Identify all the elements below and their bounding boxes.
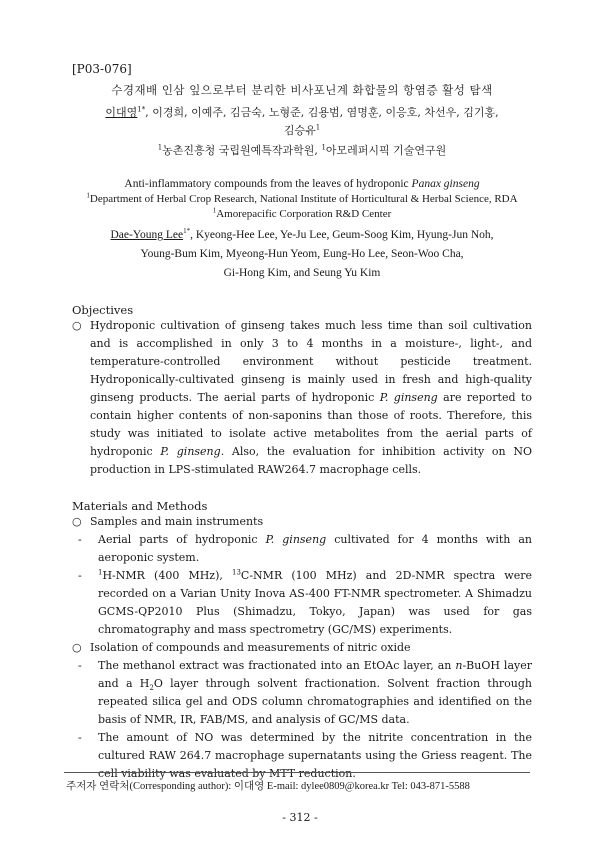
- methods-sub1: ○ Samples and main instruments: [72, 513, 532, 531]
- objectives-text: Hydroponic cultivation of ginseng takes much less time than soil cultivation and is accomplished in only 3 to 4 months in a moisture-, light-, and temperature-controlled environment without pesticide treatment. Hydroponically-cultivated ginseng is mainly used in fresh and high-quality ginseng products. The aerial parts of hydroponic P. ginseng are reported to contain higher contents of non-saponins than those of roots. Therefore, this study was initiated to isolate active metabolites from the aerial parts of hydroponic P. ginseng. Also, the evaluation for inhibition activity on NO production in LPS-stimulated RAW264.7 macrophage cells.: [90, 319, 532, 476]
- korean-affiliations: $^1$농촌진흥청 국립원예특작과학원, $^1$아모레퍼시픽 기술연구원: [157, 143, 447, 157]
- circle-bullet-icon: ○: [72, 515, 82, 528]
- english-lead-author: Dae-Young Lee: [110, 229, 184, 241]
- korean-authors: 이대영$^{1*}$, 이경희, 이예주, 김금숙, 노형준, 김용범, 염명훈, 이응호, 차선우, 김기홍, 김승유$^1$: [105, 105, 499, 137]
- korean-last-author: 김승유: [283, 124, 316, 137]
- methods-sub2: ○ Isolation of compounds and measurements of nitric oxide: [72, 639, 532, 657]
- korean-lead-author: 이대영: [105, 106, 138, 119]
- methods-item-3: - The methanol extract was fractionated into an EtOAc layer, an n-BuOH layer and a $H_2O$ layer through solvent fractionation. Solvent fraction through repeated silica gel and ODS column chromatographies and identified on the basis of NMR, IR, FAB/MS, and analysis of GC/MS data.: [78, 659, 532, 726]
- methods-heading: Materials and Methods: [72, 499, 208, 513]
- methods-item-4: - The amount of NO was determined by the nitrite concentration in the cultured RAW 264.7 macrophage supernatants using the Griess reagent. The cell viability was evaluated by MTT reduction.: [78, 731, 532, 780]
- poster-code: [P03-076]: [72, 62, 132, 76]
- english-affiliation-1: $^1$Department of Herbal Crop Research, National Institute of Horticultural & Herbal Science, RDA: [86, 191, 518, 205]
- methods-item-2: - $^1$H-NMR (400 MHz), $^{13}$C-NMR (100 MHz) and 2D-NMR spectra were recorded on a Varian Unity Inova AS-400 FT-NMR spectrometer. A Shimadzu GCMS-QP2010 Plus (Shimadzu, Tokyo, Japan) was used for gas chromatography and mass spectrometry (GC/MS) experiments.: [78, 568, 532, 636]
- footnote-divider: [64, 772, 530, 773]
- objectives-bullet: [72, 317, 532, 479]
- circle-bullet-icon: ○: [72, 641, 82, 654]
- corresponding-author-footnote: 주저자 연락처(Corresponding author): 이대영 E-mail: dylee0809@korea.kr Tel: 043-871-5588: [66, 781, 470, 792]
- korean-title: 수경재배 인삼 잎으로부터 분리한 비사포닌계 화합물의 항염증 활성 탐색: [111, 83, 493, 97]
- english-authors: Dae-Young Lee$^{1*}$, Kyeong-Hee Lee, Ye-Ju Lee, Geum-Soog Kim, Hyung-Jun Noh, Young-Bum Kim, Myeong-Hun Yeom, Eung-Ho Lee, Seon-Woo Cha, Gi-Hong Kim, and Seung Yu Kim: [110, 227, 494, 279]
- english-affiliation-2: $^1$Amorepacific Corporation R&D Center: [212, 206, 392, 220]
- korean-coauthors: , 이경희, 이예주, 김금숙, 노형준, 김용범, 염명훈, 이응호, 차선우, 김기홍,: [145, 106, 499, 119]
- objectives-heading: Objectives: [72, 303, 134, 317]
- abstract-page: [72, 62, 532, 783]
- english-title: Anti-inflammatory compounds from the leaves of hydroponic Panax ginseng: [124, 178, 480, 190]
- circle-bullet-icon: ○: [72, 319, 82, 332]
- methods-item-1: - Aerial parts of hydroponic P. ginseng cultivated for 4 months with an aeroponic system.: [78, 533, 532, 564]
- page-number: - 312 -: [282, 811, 318, 824]
